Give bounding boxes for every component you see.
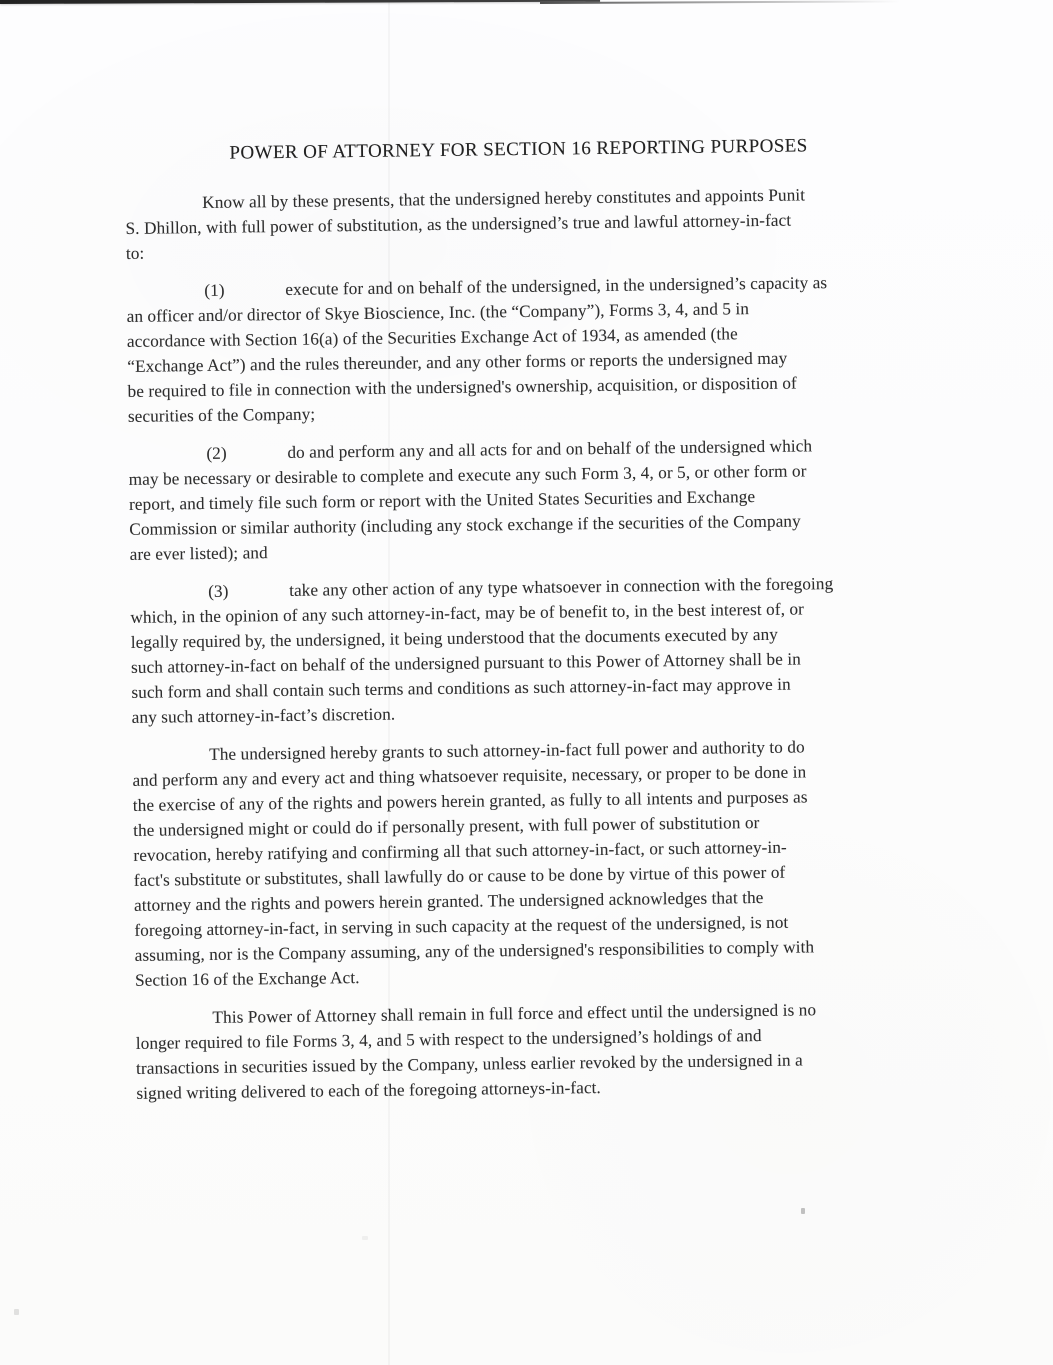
- document-body: [125, 181, 937, 1119]
- scan-edge-artifact: [540, 0, 900, 4]
- scan-speck: [14, 1309, 19, 1315]
- text-line: fact's substitute or substitutes, shall lawfully do or cause to be done by virtue of this power of: [133, 862, 786, 890]
- paragraph-number: (2): [206, 443, 227, 463]
- paragraph: [135, 996, 936, 1106]
- text-line: The undersigned hereby grants to such attorney-in-fact full power and authority to do: [209, 737, 805, 764]
- text-line: Know all by these presents, that the undersigned hereby constitutes and appoints Punit: [202, 185, 806, 212]
- scan-speck: [362, 1236, 368, 1240]
- paragraph: [128, 432, 930, 567]
- text-line: transactions in securities issued by the Company, unless earlier revoked by the undersigned in a: [135, 1050, 803, 1078]
- paragraph: [130, 570, 932, 730]
- text-line: accordance with Section 16(a) of the Securities Exchange Act of 1934, as amended (the: [126, 324, 738, 351]
- text-line: such attorney-in-fact on behalf of the undersigned pursuant to this Power of Attorney shall be in: [130, 649, 801, 677]
- text-line: Section 16 of the Exchange Act.: [134, 968, 360, 990]
- text-line: signed writing delivered to each of the foregoing attorneys-in-fact.: [136, 1078, 602, 1103]
- text-line: S. Dhillon, with full power of substitution, as the undersigned’s true and lawful attorney-in-fact: [125, 210, 792, 238]
- text-line: longer required to file Forms 3, 4, and 5 with respect to the undersigned’s holdings of and: [135, 1026, 762, 1053]
- document-title: POWER OF ATTORNEY FOR SECTION 16 REPORTING PURPOSES: [229, 135, 808, 164]
- text-line: “Exchange Act”) and the rules thereunder, and any other forms or reports the undersigned may: [127, 348, 788, 376]
- text-line: are ever listed); and: [129, 543, 268, 564]
- text-line: foregoing attorney-in-fact, in serving in such capacity at the request of the undersigned, is not: [134, 912, 789, 940]
- text-line: Commission or similar authority (including any stock exchange if the securities of the Company: [129, 511, 801, 539]
- text-line: attorney and the rights and powers herein granted. The undersigned acknowledges that the: [133, 887, 764, 915]
- text-line: the undersigned might or could do if personally present, with full power of substitution or: [133, 813, 760, 840]
- text-line: report, and timely file such form or report with the United States Securities and Exchange: [128, 487, 756, 514]
- text-line: be required to file in connection with the undersigned's ownership, acquisition, or disposition of: [127, 373, 797, 401]
- paragraph: [125, 181, 926, 266]
- text-line: such form and shall contain such terms and conditions as such attorney-in-fact may approve in: [131, 674, 791, 702]
- text-line: assuming, nor is the Company assuming, any of the undersigned's responsibilities to comply with: [134, 937, 815, 965]
- text-run: do and perform any and all acts for and on behalf of the undersigned which: [287, 436, 813, 462]
- text-line: an officer and/or director of Skye Bioscience, Inc. (the “Company”), Forms 3, 4, and 5 in: [126, 299, 750, 326]
- paragraph: [126, 269, 928, 429]
- text-line: may be necessary or desirable to complete and execute any such Form 3, 4, or 5, or other form or: [128, 461, 807, 489]
- text-run: execute for and on behalf of the undersigned, in the undersigned’s capacity as: [285, 273, 828, 299]
- text-line: revocation, hereby ratifying and confirming all that such attorney-in-fact, or such attorney-in-: [133, 837, 787, 865]
- scan-speck: [801, 1208, 805, 1214]
- text-line: and perform any and every act and thing whatsoever requisite, necessary, or proper to be done in: [132, 762, 807, 790]
- text-line: any such attorney-in-fact’s discretion.: [131, 704, 396, 727]
- paragraph: [132, 733, 935, 993]
- text-line: which, in the opinion of any such attorney-in-fact, may be of benefit to, in the best interest of, or: [130, 599, 805, 627]
- text-line: This Power of Attorney shall remain in full force and effect until the undersigned is no: [212, 1000, 817, 1027]
- text-line: the exercise of any of the rights and powers herein granted, as fully to all intents and purposes as: [132, 787, 808, 815]
- text-line: to:: [125, 243, 145, 263]
- paragraph-number: (1): [204, 280, 225, 300]
- text-line: legally required by, the undersigned, it being understood that the documents executed by any: [130, 624, 779, 652]
- text-run: take any other action of any type whatsoever in connection with the foregoing: [289, 574, 834, 600]
- text-line: securities of the Company;: [127, 404, 316, 426]
- paragraph-number: (3): [208, 581, 229, 601]
- scan-edge-artifact: [0, 0, 600, 4]
